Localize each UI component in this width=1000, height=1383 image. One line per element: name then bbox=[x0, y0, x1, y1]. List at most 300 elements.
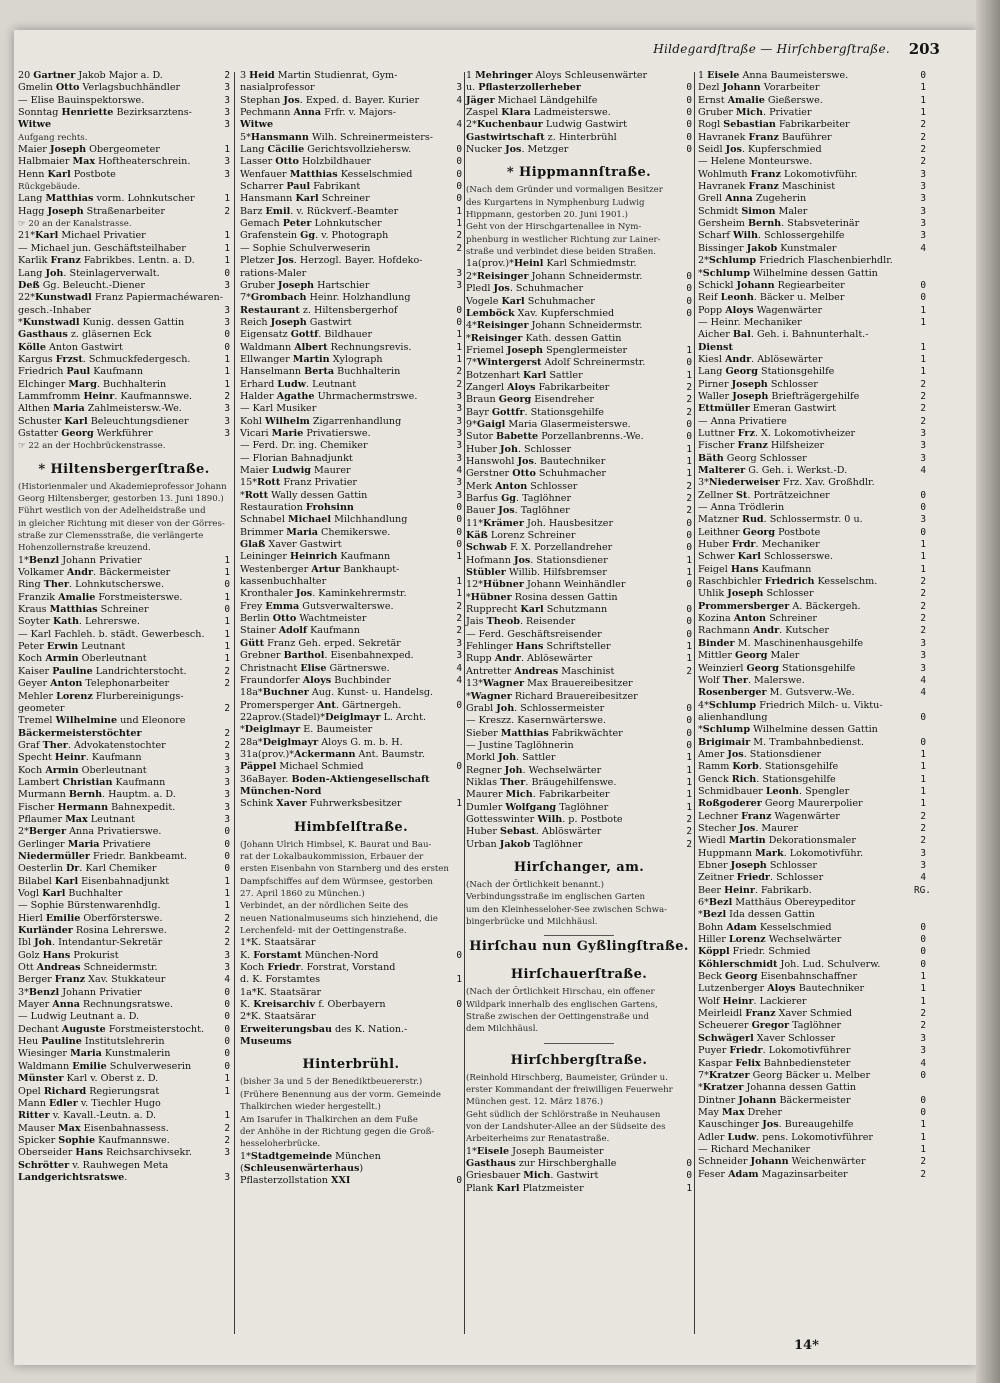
resident-entry bbox=[698, 613, 926, 625]
street-note bbox=[466, 1133, 692, 1145]
entry-text: Dezl Johann Vorarbeiter bbox=[698, 82, 820, 94]
floor-number: 2 bbox=[686, 505, 692, 517]
entry-text: Opel Richard Regierungsrat bbox=[18, 1085, 160, 1097]
resident-entry bbox=[18, 107, 230, 119]
entry-text: bingerbrücke und Milchhäusl. bbox=[466, 917, 598, 927]
entry-text: in gleicher Richtung mit dieser von der Görres- bbox=[18, 518, 225, 529]
entry-text: 2*Kuchenbaur Ludwig Gastwirt bbox=[466, 119, 627, 131]
floor-number: 1 bbox=[686, 554, 692, 566]
floor-number: 2 bbox=[920, 131, 926, 143]
resident-entry bbox=[240, 539, 462, 551]
resident-entry bbox=[698, 551, 926, 563]
street-note bbox=[240, 900, 462, 912]
resident-entry bbox=[698, 539, 926, 551]
entry-text: Frey Emma Gutsverwalterswe. bbox=[240, 600, 394, 612]
floor-number: 2 bbox=[224, 665, 230, 677]
resident-entry bbox=[18, 653, 230, 665]
street-note bbox=[466, 1096, 692, 1108]
resident-entry bbox=[240, 82, 462, 94]
resident-entry bbox=[18, 379, 230, 391]
resident-entry bbox=[18, 579, 230, 591]
resident-entry bbox=[466, 456, 692, 468]
street-note bbox=[466, 246, 692, 258]
entry-text: K. Forstamt München-Nord bbox=[240, 949, 379, 961]
resident-entry bbox=[698, 823, 926, 835]
floor-number: 2 bbox=[224, 70, 230, 81]
floor-number: 0 bbox=[686, 1170, 692, 1182]
street-note bbox=[466, 1121, 692, 1133]
street-note bbox=[18, 181, 230, 193]
resident-entry bbox=[18, 416, 230, 428]
entry-text: — Heinr. Mechaniker bbox=[698, 316, 802, 328]
resident-entry bbox=[698, 181, 926, 193]
floor-number: 3 bbox=[456, 415, 462, 427]
resident-entry bbox=[698, 82, 926, 94]
entry-text: Lang Joh. Steinlagerverwalt. bbox=[18, 267, 160, 279]
page-number: 203 bbox=[908, 40, 940, 58]
floor-number: 1 bbox=[686, 801, 692, 813]
floor-number: 1 bbox=[224, 193, 230, 205]
floor-number: 3 bbox=[920, 1032, 926, 1044]
entry-text: Vicari Marie Privatierswe. bbox=[240, 427, 371, 439]
floor-number: 1 bbox=[224, 591, 230, 603]
floor-number: 1 bbox=[920, 94, 926, 106]
resident-entry bbox=[18, 169, 230, 181]
entry-text: 7*Grombach Heinr. Holzhandlung bbox=[240, 292, 411, 304]
resident-entry bbox=[466, 678, 692, 690]
floor-number: 3 bbox=[456, 82, 462, 94]
resident-entry bbox=[698, 230, 926, 242]
resident-entry bbox=[466, 144, 692, 156]
entry-text: Schneider Johann Weichenwärter bbox=[698, 1156, 866, 1168]
entry-text: Verbindungsstraße im englischen Garten bbox=[466, 892, 646, 903]
resident-entry bbox=[240, 490, 462, 502]
entry-text: 6*Bezl Matthäus Obereypeditor bbox=[698, 897, 856, 909]
floor-number: 1 bbox=[920, 82, 926, 94]
floor-number: 1 bbox=[224, 554, 230, 566]
entry-text: Fischer Franz Hilfsheizer bbox=[698, 440, 825, 452]
resident-entry bbox=[240, 243, 462, 255]
entry-text: 4*Reisinger Johann Schneidermstr. bbox=[466, 320, 643, 332]
resident-entry bbox=[240, 1175, 462, 1187]
floor-number: 3 bbox=[224, 427, 230, 439]
resident-entry bbox=[240, 761, 462, 773]
floor-number: 3 bbox=[224, 415, 230, 427]
street-note bbox=[18, 530, 230, 542]
entry-text: Grell Anna Zugeherin bbox=[698, 193, 807, 205]
resident-entry bbox=[240, 564, 462, 576]
resident-entry bbox=[18, 777, 230, 789]
entry-text: Antretter Andreas Maschinist bbox=[466, 665, 615, 677]
entry-text: Georg Hiltensberger, gestorben 13. Juni 1890.) bbox=[18, 494, 224, 504]
resident-entry bbox=[698, 1169, 926, 1181]
entry-text: Ritter v. Kavall.-Leutn. a. D. bbox=[18, 1110, 157, 1122]
floor-number: 0 bbox=[456, 526, 462, 538]
floor-number: 2 bbox=[224, 912, 230, 924]
entry-text: Witwe bbox=[18, 119, 52, 131]
resident-entry bbox=[698, 996, 926, 1008]
resident-entry bbox=[698, 798, 926, 810]
floor-number: 4 bbox=[920, 674, 926, 686]
entry-text: Päppel Michael Schmied bbox=[240, 761, 364, 773]
entry-text: straße und verbindet diese beiden Straßen. bbox=[466, 247, 656, 258]
floor-number: 3 bbox=[224, 776, 230, 788]
entry-text: Kiesl Andr. Ablösewärter bbox=[698, 353, 823, 365]
resident-entry bbox=[240, 230, 462, 242]
resident-entry bbox=[240, 70, 462, 82]
entry-text: Arbeiterheims zur Renatastraße. bbox=[466, 1134, 610, 1145]
street-note bbox=[466, 209, 692, 221]
floor-number: 0 bbox=[920, 489, 926, 501]
entry-text: (Nach der Örtlichkeit Hirschau, ein offener bbox=[466, 987, 655, 998]
entry-text: Hirſchanger, am. bbox=[513, 859, 645, 875]
resident-entry bbox=[240, 440, 462, 452]
entry-text: 9*Gaigl Maria Glasermeisterswe. bbox=[466, 418, 631, 430]
street-note bbox=[240, 1138, 462, 1150]
page-header bbox=[14, 40, 976, 60]
resident-entry bbox=[240, 280, 462, 292]
floor-number: 0 bbox=[686, 119, 692, 131]
resident-entry bbox=[698, 1095, 926, 1107]
floor-number: 3 bbox=[224, 82, 230, 94]
floor-number: 3 bbox=[224, 949, 230, 961]
floor-number: 0 bbox=[456, 316, 462, 328]
street-note bbox=[240, 876, 462, 888]
resident-entry bbox=[240, 292, 462, 304]
floor-number: 0 bbox=[456, 949, 462, 961]
floor-number: 0 bbox=[224, 986, 230, 998]
resident-entry bbox=[240, 724, 462, 736]
floor-number: 1 bbox=[224, 641, 230, 653]
entry-text: Schickl Johann Regiearbeiter bbox=[698, 279, 845, 291]
resident-entry bbox=[466, 1183, 692, 1195]
entry-text: Führt westlich von der Adelheidstraße und bbox=[18, 506, 206, 517]
entry-text: Urban Jakob Taglöhner bbox=[466, 838, 583, 850]
entry-text: Waller Joseph Briefträgergehilfe bbox=[698, 390, 860, 402]
floor-number: 4 bbox=[456, 119, 462, 131]
entry-text: Hiller Lorenz Wechselwärter bbox=[698, 934, 842, 946]
resident-entry bbox=[698, 811, 926, 823]
entry-text: Scharf Wilh. Schlossergehilfe bbox=[698, 230, 845, 242]
entry-text: Ernst Amalie Gießerswe. bbox=[698, 94, 823, 106]
floor-number: 3 bbox=[920, 205, 926, 217]
entry-text: — Michael jun. Geschäftsteilhaber bbox=[18, 242, 186, 254]
resident-entry bbox=[240, 391, 462, 403]
floor-number: 1 bbox=[224, 653, 230, 665]
floor-number: 1 bbox=[686, 455, 692, 467]
resident-entry bbox=[18, 1024, 230, 1036]
entry-text: Gerstner Otto Schuhmacher bbox=[466, 468, 607, 480]
floor-number: 0 bbox=[686, 616, 692, 628]
entry-text: Sutor Babette Porzellanbrenns.-We. bbox=[466, 431, 644, 443]
column-4 bbox=[698, 70, 931, 1181]
entry-text: Gasthaus zur Hirschberghalle bbox=[466, 1158, 617, 1170]
entry-text: Dintner Johann Bäckermeister bbox=[698, 1094, 851, 1106]
resident-entry bbox=[466, 592, 692, 604]
entry-text: Kölle Anton Gastwirt bbox=[18, 341, 123, 353]
entry-text: Huber Sebast. Ablöswärter bbox=[466, 826, 602, 838]
floor-number: 0 bbox=[686, 1158, 692, 1170]
floor-number: 0 bbox=[686, 530, 692, 542]
resident-entry bbox=[698, 946, 926, 958]
resident-entry bbox=[18, 1135, 230, 1147]
entry-text: *Hübner Rosina dessen Gattin bbox=[466, 591, 618, 603]
floor-number: 0 bbox=[224, 1023, 230, 1035]
entry-text: dem Milchhäusl. bbox=[466, 1024, 539, 1035]
resident-entry bbox=[18, 280, 230, 292]
floor-number: 2 bbox=[224, 205, 230, 217]
resident-entry bbox=[240, 206, 462, 218]
resident-entry bbox=[18, 354, 230, 366]
floor-number: 1 bbox=[920, 107, 926, 119]
entry-text: 22aprov.(Stadel)*Deiglmayr L. Archt. bbox=[240, 711, 427, 723]
resident-entry bbox=[18, 1036, 230, 1048]
entry-text: Sieber Matthias Fabrikwächter bbox=[466, 727, 623, 739]
entry-text: Schuster Karl Beleuchtungsdiener bbox=[18, 415, 189, 427]
entry-text: Lambert Christian Kaufmann bbox=[18, 776, 166, 788]
resident-entry bbox=[240, 786, 462, 798]
entry-text: Binder M. Maschinenhausgehilfe bbox=[698, 637, 864, 649]
floor-number: 1 bbox=[920, 785, 926, 797]
resident-entry bbox=[240, 663, 462, 675]
entry-text: Graf Ther. Advokatenstochter bbox=[18, 739, 166, 751]
entry-text: Himbſelſtraße. bbox=[293, 819, 408, 835]
floor-number: 2 bbox=[456, 230, 462, 242]
entry-text: Zeitner Friedr. Schlosser bbox=[698, 872, 824, 884]
floor-number: 1 bbox=[224, 366, 230, 378]
floor-number: 1 bbox=[686, 567, 692, 579]
entry-text: Nucker Jos. Metzger bbox=[466, 144, 569, 156]
resident-entry bbox=[698, 712, 926, 724]
resident-entry bbox=[18, 317, 230, 329]
entry-text: Fehlinger Hans Schriftsteller bbox=[466, 641, 611, 653]
resident-entry bbox=[466, 691, 692, 703]
resident-entry bbox=[698, 342, 926, 354]
resident-entry bbox=[18, 70, 230, 82]
floor-number: 0 bbox=[456, 761, 462, 773]
entry-text: Koch Armin Oberleutnant bbox=[18, 653, 147, 665]
resident-entry bbox=[698, 749, 926, 761]
entry-text: — Karl Musiker bbox=[240, 403, 317, 415]
street-note bbox=[240, 851, 462, 863]
resident-entry bbox=[240, 268, 462, 280]
resident-entry bbox=[18, 156, 230, 168]
entry-text: Promersperger Ant. Gärtnergeh. bbox=[240, 699, 402, 711]
resident-entry bbox=[466, 1146, 692, 1158]
resident-entry bbox=[698, 1082, 926, 1094]
resident-entry bbox=[466, 542, 692, 554]
resident-entry bbox=[240, 588, 462, 600]
street-heading bbox=[240, 1054, 462, 1076]
entry-text: Grafenstein Gg. v. Photograph bbox=[240, 230, 389, 242]
resident-entry bbox=[698, 872, 926, 884]
street-note bbox=[18, 440, 230, 452]
resident-entry bbox=[18, 144, 230, 156]
floor-number: 0 bbox=[686, 727, 692, 739]
entry-text: Merk Anton Schlosser bbox=[466, 480, 578, 492]
resident-entry bbox=[698, 860, 926, 872]
floor-number: 0 bbox=[224, 1048, 230, 1060]
floor-number: 0 bbox=[920, 958, 926, 970]
resident-entry bbox=[466, 258, 692, 270]
entry-text: straße zur Clemensstraße, die verlängerte bbox=[18, 531, 204, 542]
entry-text: München gest. 12. März 1876.) bbox=[466, 1097, 604, 1108]
resident-entry bbox=[240, 527, 462, 539]
entry-text: Weinzierl Georg Stationsgehilfe bbox=[698, 662, 856, 674]
resident-entry bbox=[466, 419, 692, 431]
entry-text: Kohl Wilhelm Zigarrenhandlung bbox=[240, 415, 402, 427]
entry-text: K. Kreisarchiv f. Oberbayern bbox=[240, 999, 386, 1011]
resident-entry bbox=[240, 675, 462, 687]
entry-text: hesseloherbrücke. bbox=[240, 1139, 321, 1150]
resident-entry bbox=[466, 70, 692, 82]
floor-number: 2 bbox=[224, 678, 230, 690]
entry-text: *Kunstwadl Kunig. dessen Gattin bbox=[18, 316, 185, 328]
resident-entry bbox=[698, 490, 926, 502]
floor-number: 2 bbox=[920, 613, 926, 625]
floor-number: 4 bbox=[920, 465, 926, 476]
floor-number: 0 bbox=[686, 82, 692, 94]
entry-text: Pflasterzollstation XXI bbox=[240, 1175, 351, 1187]
entry-text: Erhard Ludw. Leutnant bbox=[240, 378, 357, 390]
entry-text: Barfus Gg. Taglöhner bbox=[466, 493, 572, 504]
resident-entry bbox=[466, 604, 692, 616]
resident-entry bbox=[18, 403, 230, 415]
entry-text: Gersheim Bernh. Stabsveterinär bbox=[698, 218, 860, 230]
resident-entry bbox=[466, 493, 692, 505]
floor-number: 2 bbox=[920, 1008, 926, 1020]
entry-text: alienhandlung bbox=[698, 711, 768, 723]
resident-entry bbox=[18, 1160, 230, 1172]
floor-number: 0 bbox=[920, 279, 926, 291]
column-rule bbox=[234, 72, 235, 1334]
entry-text: phenburg in westlicher Richtung zur Lainer- bbox=[466, 234, 661, 245]
floor-number: 4 bbox=[920, 242, 926, 254]
entry-text: (bisher 3a und 5 der Benediktbeuererstr.) bbox=[240, 1077, 423, 1088]
floor-number: 1 bbox=[920, 1131, 926, 1143]
entry-text: Raschbichler Friedrich Kesselschm. bbox=[698, 576, 878, 588]
resident-entry bbox=[240, 625, 462, 637]
floor-number: 2 bbox=[224, 727, 230, 739]
resident-entry bbox=[18, 937, 230, 949]
floor-number: 0 bbox=[456, 699, 462, 711]
entry-text: Uhlik Joseph Schlosser bbox=[698, 588, 814, 600]
entry-text: Huber Frdr. Mechaniker bbox=[698, 539, 820, 551]
entry-text: Spicker Sophie Kaufmannswe. bbox=[18, 1134, 170, 1146]
floor-number: 0 bbox=[456, 304, 462, 316]
entry-text: Ring Ther. Lohnkutscherswe. bbox=[18, 579, 165, 591]
resident-entry bbox=[698, 971, 926, 983]
entry-text: Ramm Korb. Stationsgehilfe bbox=[698, 761, 839, 773]
resident-entry bbox=[698, 206, 926, 218]
street-note bbox=[466, 999, 692, 1011]
floor-number: 2 bbox=[920, 1168, 926, 1180]
resident-entry bbox=[240, 218, 462, 230]
floor-number: 4 bbox=[456, 465, 462, 476]
entry-text: Huppmann Mark. Lokomotivführ. bbox=[698, 847, 864, 859]
entry-text: Brimmer Maria Chemikerswe. bbox=[240, 526, 391, 538]
entry-text: Thalkirchen wieder hergestellt.) bbox=[240, 1102, 381, 1113]
floor-number: 0 bbox=[920, 1106, 926, 1118]
entry-text: May Max Dreher bbox=[698, 1106, 783, 1118]
resident-entry bbox=[466, 518, 692, 530]
resident-entry bbox=[698, 255, 926, 267]
floor-number: 4 bbox=[920, 687, 926, 699]
entry-text: — Karl Fachleh. b. städt. Gewerbesch. bbox=[18, 628, 205, 640]
floor-number: 0 bbox=[686, 702, 692, 714]
floor-number: 4 bbox=[456, 662, 462, 674]
floor-number: 0 bbox=[686, 94, 692, 106]
floor-number: 3 bbox=[224, 94, 230, 106]
entry-text: 1*K. Staatsärar bbox=[240, 937, 316, 949]
resident-entry bbox=[240, 403, 462, 415]
entry-text: Wildpark innerhalb des englischen Gartens, bbox=[466, 999, 658, 1010]
entry-text: erster Kommandant der freiwilligen Feuerwehr bbox=[466, 1085, 673, 1096]
floor-number: 1 bbox=[920, 563, 926, 575]
street-note bbox=[466, 916, 692, 928]
resident-entry bbox=[18, 987, 230, 999]
resident-entry bbox=[698, 243, 926, 255]
street-note bbox=[240, 913, 462, 925]
entry-text: Gruber Joseph Hartschier bbox=[240, 279, 370, 291]
entry-text: Kaspar Felix Bahnbediensteter bbox=[698, 1057, 851, 1069]
entry-text: Witwe bbox=[240, 119, 274, 131]
street-heading bbox=[466, 162, 692, 184]
entry-text: Amer Jos. Stationsdiener bbox=[698, 748, 822, 760]
floor-number: 1 bbox=[456, 576, 462, 588]
entry-text: Koch Armin Oberleutnant bbox=[18, 764, 147, 776]
entry-text: Koch Friedr. Forstrat, Vorstand bbox=[240, 962, 396, 974]
entry-text: Jais Theob. Reisender bbox=[466, 616, 576, 628]
resident-entry bbox=[18, 243, 230, 255]
entry-text: Stübler Willib. Hilfsbremser bbox=[466, 567, 607, 579]
resident-entry bbox=[698, 576, 926, 588]
resident-entry bbox=[698, 428, 926, 440]
entry-text: Mehler Lorenz Flurbereinigungs- bbox=[18, 690, 184, 702]
floor-number: 1 bbox=[224, 616, 230, 628]
floor-number: 0 bbox=[456, 539, 462, 551]
floor-number: 0 bbox=[920, 70, 926, 81]
resident-entry bbox=[698, 663, 926, 675]
floor-number: 0 bbox=[224, 850, 230, 862]
floor-number: 2 bbox=[686, 480, 692, 492]
floor-number: 2 bbox=[224, 925, 230, 937]
resident-entry bbox=[466, 641, 692, 653]
floor-number: 0 bbox=[224, 267, 230, 279]
resident-entry bbox=[698, 1020, 926, 1032]
entry-text: ersten Eisenbahn von Starnberg und des ersten bbox=[240, 864, 449, 875]
entry-text: 7*Kratzer Georg Bäcker u. Melber bbox=[698, 1069, 871, 1081]
street-note bbox=[466, 197, 692, 209]
resident-entry bbox=[240, 774, 462, 786]
floor-number: 0 bbox=[920, 711, 926, 723]
floor-number: 2 bbox=[224, 1122, 230, 1134]
resident-entry bbox=[18, 740, 230, 752]
resident-entry bbox=[466, 119, 692, 131]
entry-text: Pechmann Anna Frfr. v. Majors- bbox=[240, 107, 397, 119]
resident-entry bbox=[698, 1107, 926, 1119]
resident-entry bbox=[698, 687, 926, 699]
resident-entry bbox=[698, 514, 926, 526]
floor-number: 0 bbox=[456, 193, 462, 205]
entry-text: Popp Aloys Wagenwärter bbox=[698, 304, 823, 316]
floor-number: 4 bbox=[456, 94, 462, 106]
entry-text: 2*Reisinger Johann Schneidermstr. bbox=[466, 270, 643, 282]
resident-entry bbox=[466, 579, 692, 591]
floor-number: 2 bbox=[920, 810, 926, 822]
resident-entry bbox=[240, 193, 462, 205]
entry-text: Hanswohl Jos. Bautechniker bbox=[466, 455, 606, 467]
